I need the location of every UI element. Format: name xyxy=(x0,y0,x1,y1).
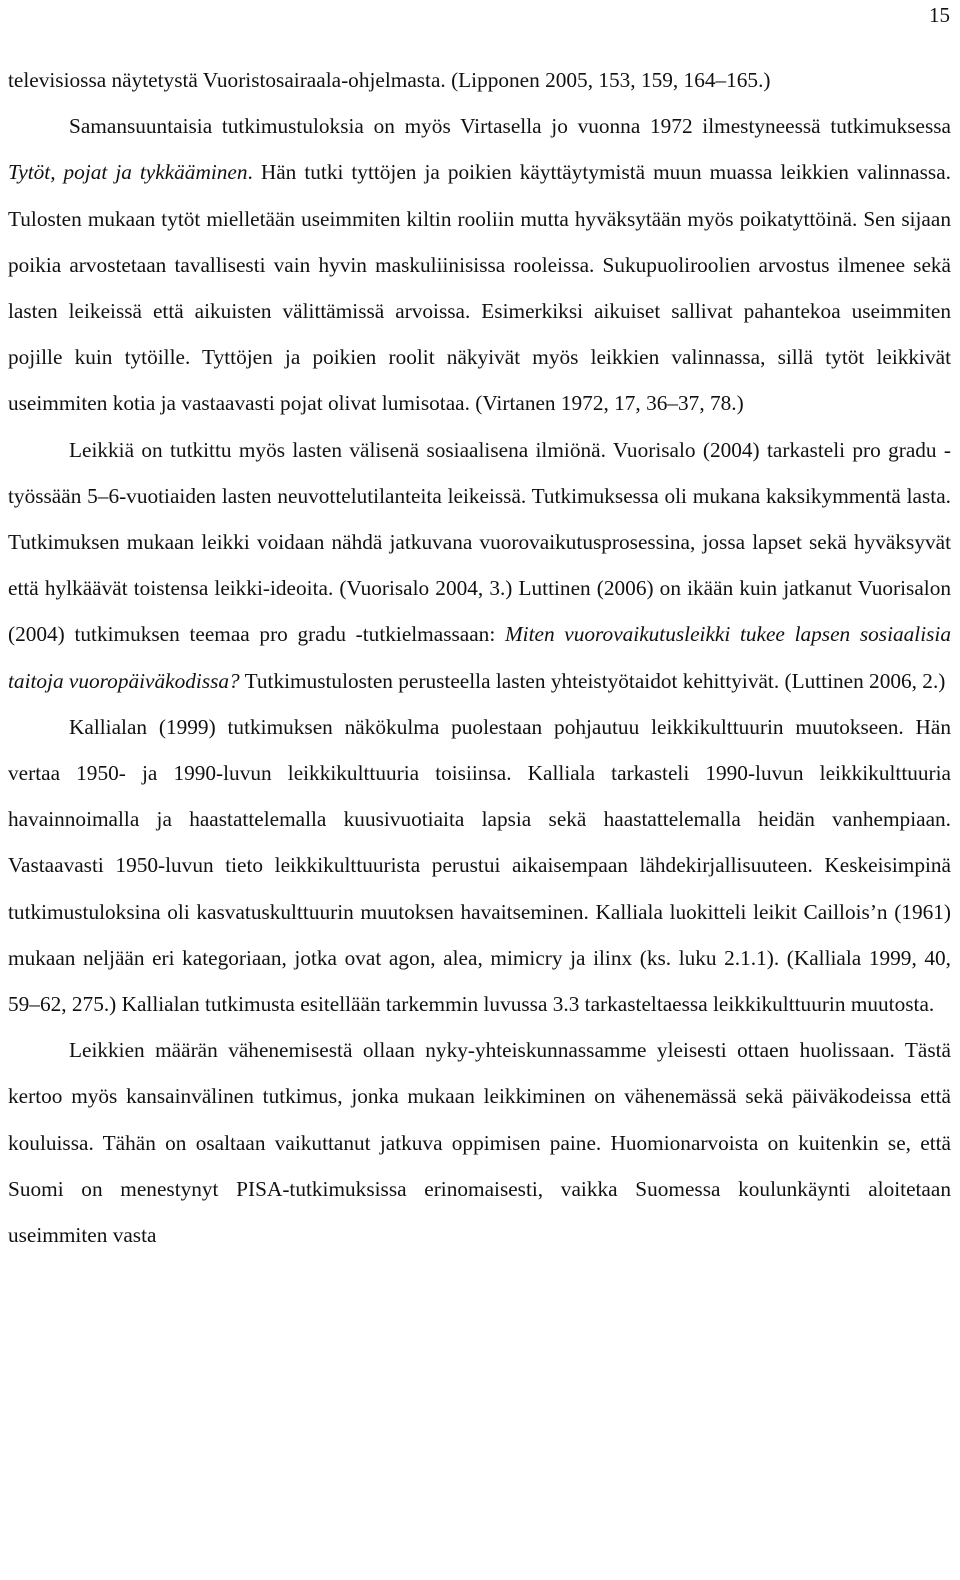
paragraph-text: televisiossa näytetystä Vuoristosairaala-ohjelmasta. (Lipponen 2005, 153, 159, 164–165.) xyxy=(8,68,771,92)
paragraph-text: Kallialan (1999) tutkimuksen näkökulma puolestaan pohjautuu leikkikulttuurin muutokseen. Hän vertaa 1950- ja 1990-luvun leikkikulttuuria toisiinsa. Kalliala tarkasteli 1990-luvun leikkikulttuuria havainnoimalla ja haastattelemalla kuusivuotiaita lapsia sekä haastattelemalla heidän vanhempiaan. Vastaavasti 1950-luvun tieto leikkikulttuurista perustui aikaisempaan lähdekirjallisuuteen. Keskeisimpinä tutkimustuloksina oli kasvatuskulttuurin muutoksen havaitseminen. Kalliala luokitteli leikit Caillois’n (1961) mukaan neljään eri kategoriaan, jotka ovat agon, alea, mimicry ja ilinx (ks. luku 2.1.1). (Kalliala 1999, 40, 59–62, 275.) Kallialan tutkimusta esitellään tarkemmin luvussa 3.3 tarkasteltaessa leikkikulttuurin muutosta. xyxy=(8,714,951,1017)
paragraph xyxy=(8,704,951,1027)
paragraph xyxy=(8,57,951,103)
paragraph-text: Samansuuntaisia tutkimustuloksia on myös Virtasella jo vuonna 1972 ilmestyneessä tutkimuksessa xyxy=(69,114,951,139)
page-number: 15 xyxy=(929,3,950,27)
paragraph xyxy=(8,427,951,704)
body-text xyxy=(8,57,951,1258)
italic-title-text: Miten vuorovaikutusleikki tukee lapsen sosiaalisia taitoja vuoropäiväkodissa? xyxy=(8,622,951,693)
paragraph xyxy=(8,1027,951,1258)
paragraph-text: Leikkien määrän vähenemisestä ollaan nyky-yhteiskunnassamme yleisesti ottaen huolissaan. Tästä kertoo myös kansainvälinen tutkimus, jonka mukaan leikkiminen on vähenemässä sekä päiväkodeissa että kouluissa. Tähän on osaltaan vaikuttanut jatkuva oppimisen paine. Huomionarvoista on kuitenkin se, että Suomi on menestynyt PISA-tutkimuksissa erinomaisesti, vaikka Suomessa koulunkäynti aloitetaan useimmiten vasta xyxy=(8,1038,951,1248)
paragraph xyxy=(8,103,951,426)
italic-title-text: Tytöt, pojat ja tykkääminen xyxy=(8,160,248,185)
paragraph-text: . Hän tutki tyttöjen ja poikien käyttäytymistä muun muassa leikkien valinnassa. Tulosten mukaan tytöt mielletään useimmiten kiltin rooliin mutta hyväksytään myös poikatyttöinä. Sen sijaan poikia arvostetaan tavallisesti vain hyvin maskuliinisissa rooleissa. Sukupuoliroolien arvostus ilmenee sekä lasten leikeissä että aikuisten välittämissä arvoissa. Esimerkiksi aikuiset sallivat pahantekoa useimmiten pojille kuin tytöille. Tyttöjen ja poikien roolit näkyivät myös leikkien valinnassa, sillä tytöt leikkivät useimmiten kotia ja vastaavasti pojat olivat lumisotaa. (Virtanen 1972, 17, 36–37, 78.) xyxy=(8,160,951,416)
paragraph-text: Leikkiä on tutkittu myös lasten välisenä sosiaalisena ilmiönä. Vuorisalo (2004) tarkasteli pro gradu -työssään 5–6-vuotiaiden lasten neuvottelutilanteita leikeissä. Tutkimuksessa oli mukana kaksikymmentä lasta. Tutkimuksen mukaan leikki voidaan nähdä jatkuvana vuorovaikutusprosessina, jossa lapset sekä hyväksyvät että hylkäävät toistensa leikki-ideoita. (Vuorisalo 2004, 3.) Luttinen (2006) on ikään kuin jatkanut Vuorisalon (2004) tutkimuksen teemaa pro gradu -tutkielmassaan: xyxy=(8,437,951,647)
paragraph-text: Tutkimustulosten perusteella lasten yhteistyötaidot kehittyivät. (Luttinen 2006, 2.) xyxy=(239,668,946,693)
